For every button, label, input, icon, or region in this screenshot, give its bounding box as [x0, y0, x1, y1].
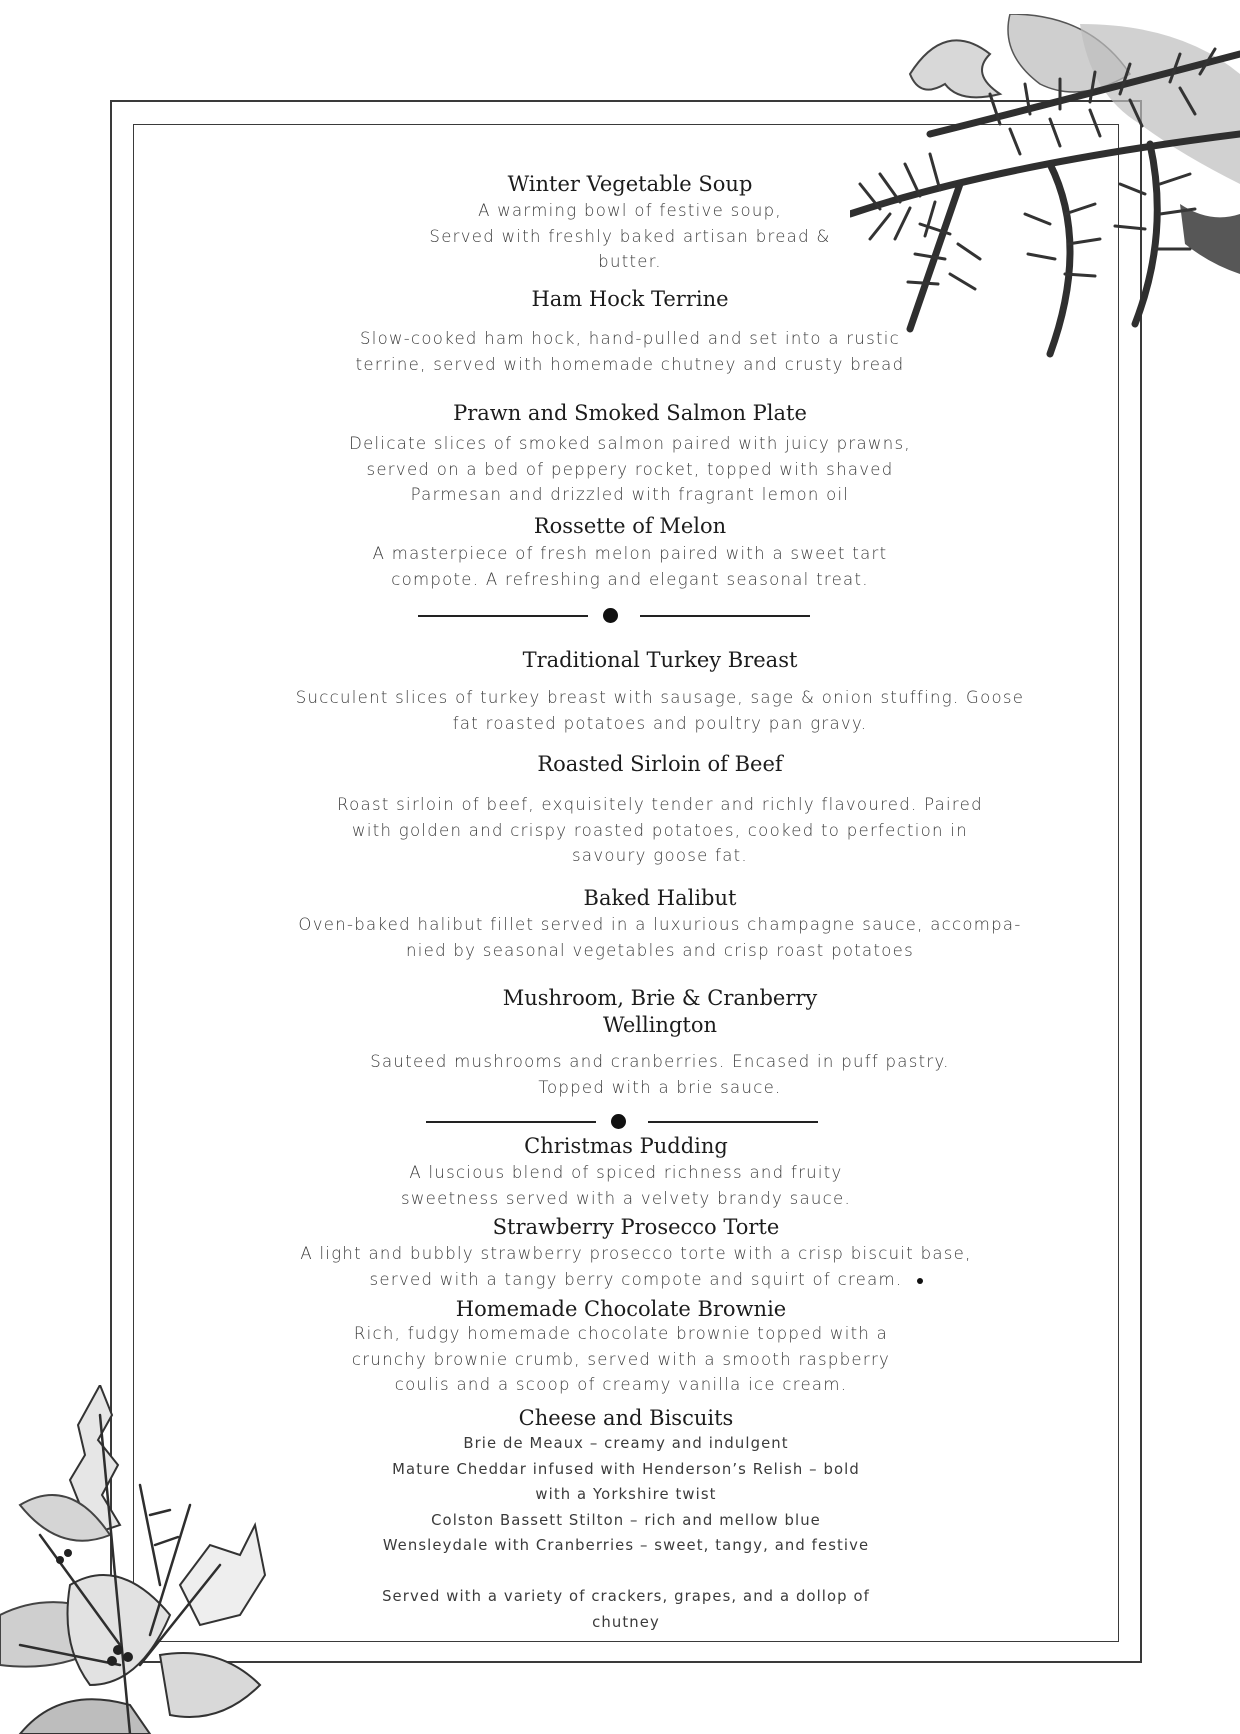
dish-description — [260, 685, 1060, 736]
desc-line: Rich, fudgy homemade chocolate brownie topped with a — [353, 1324, 889, 1343]
desc-line: Served with freshly baked artisan bread & — [429, 226, 831, 246]
desc-line: A warming bowl of festive soup, — [478, 201, 782, 220]
spacer-line — [326, 1559, 926, 1585]
dish-description — [260, 1049, 1060, 1100]
dish-description — [330, 431, 930, 508]
dish-description — [330, 198, 930, 275]
desc-line: A light and bubbly strawberry prosecco torte with a crisp biscuit base, — [300, 1244, 972, 1263]
desc-line: savoury goose fat. — [572, 846, 748, 865]
dish-description — [236, 1241, 1036, 1292]
dish-title: Rossette of Melon — [533, 514, 727, 538]
menu-item-roasted-sirloin-of-beef — [260, 751, 1060, 869]
desc-line: crunchy brownie crumb, served with a smooth raspberry — [351, 1349, 891, 1369]
desc-line: Delicate slices of smoked salmon paired with juicy prawns, — [349, 434, 911, 453]
cheese-line: chutney — [592, 1613, 660, 1631]
dish-title-line: Mushroom, Brie & Cranberry — [502, 986, 818, 1010]
desc-line: served with a tangy berry compote and squirt of cream. — [369, 1269, 903, 1289]
menu-item-winter-vegetable-soup — [330, 171, 930, 275]
menu-item-christmas-pudding — [326, 1133, 926, 1211]
cheese-line: Brie de Meaux – creamy and indulgent — [463, 1435, 789, 1452]
desc-line: terrine, served with homemade chutney and crusty bread — [355, 354, 905, 374]
menu-item-strawberry-prosecco-torte — [236, 1214, 1036, 1292]
cheese-line: with a Yorkshire twist — [535, 1486, 717, 1503]
menu-item-prawn-smoked-salmon — [330, 400, 930, 508]
dish-title: Cheese and Biscuits — [518, 1406, 734, 1430]
holly-poinsettia-illustration — [0, 1385, 290, 1734]
desc-line: butter. — [598, 252, 662, 271]
dish-description — [326, 1160, 926, 1211]
dish-title: Strawberry Prosecco Torte — [492, 1215, 780, 1239]
dish-title: Homemade Chocolate Brownie — [455, 1297, 787, 1321]
bullet-dot — [917, 1278, 923, 1284]
cheese-line: Served with a variety of crackers, grapes, and a dollop of — [382, 1588, 870, 1605]
desc-line: served on a bed of peppery rocket, topped with shaved — [366, 459, 894, 479]
menu-item-chocolate-brownie — [321, 1297, 921, 1398]
section-divider — [418, 608, 820, 624]
cheese-line: Wensleydale with Cranberries – sweet, tangy, and festive — [382, 1537, 870, 1554]
menu-item-baked-halibut — [260, 885, 1060, 963]
desc-line: Topped with a brie sauce. — [538, 1077, 782, 1097]
divider-dot — [603, 608, 618, 623]
desc-line: with golden and crispy roasted potatoes, cooked to perfection in — [352, 820, 968, 840]
dish-title: Roasted Sirloin of Beef — [537, 752, 783, 776]
dish-description — [321, 1321, 921, 1398]
dish-title: Ham Hock Terrine — [531, 287, 729, 311]
desc-line: Slow-cooked ham hock, hand-pulled and set into a rustic — [359, 329, 901, 348]
dish-description — [330, 541, 930, 592]
desc-line: coulis and a scoop of creamy vanilla ice cream. — [394, 1375, 848, 1394]
desc-line: Sauteed mushrooms and cranberries. Encased in puff pastry. — [370, 1052, 950, 1071]
desc-line: A luscious blend of spiced richness and fruity — [409, 1163, 843, 1182]
section-divider — [426, 1114, 828, 1130]
divider-dot — [611, 1114, 626, 1129]
menu-item-mushroom-brie-wellington — [260, 985, 1060, 1100]
menu-item-traditional-turkey-breast — [260, 647, 1060, 736]
divider-line — [648, 1121, 818, 1123]
menu-item-rossette-of-melon — [330, 513, 930, 592]
divider-line — [640, 615, 810, 617]
desc-line: fat roasted potatoes and poultry pan gravy. — [452, 713, 868, 733]
dish-title: Christmas Pudding — [524, 1134, 728, 1158]
divider-line — [418, 615, 588, 617]
desc-line: Roast sirloin of beef, exquisitely tender and richly flavoured. Paired — [337, 795, 983, 814]
dish-title: Baked Halibut — [583, 886, 737, 910]
desc-line: Succulent slices of turkey breast with sausage, sage & onion stuffing. Goose — [295, 688, 1025, 707]
desc-line: nied by seasonal vegetables and crisp roast potatoes — [406, 940, 914, 960]
cheese-line: Colston Bassett Stilton – rich and mellow blue — [431, 1511, 821, 1529]
desc-line: compote. A refreshing and elegant seasonal treat. — [391, 569, 869, 589]
dish-description — [330, 326, 930, 377]
dish-title-line: Wellington — [602, 1013, 718, 1037]
dish-title: Winter Vegetable Soup — [507, 172, 753, 196]
desc-line: A masterpiece of fresh melon paired with a sweet tart — [372, 544, 888, 563]
desc-line: Oven-baked halibut fillet served in a luxurious champagne sauce, accompa- — [298, 915, 1022, 934]
menu-item-cheese-and-biscuits — [326, 1405, 926, 1635]
desc-line: Parmesan and drizzled with fragrant lemon oil — [410, 485, 850, 504]
desc-line: sweetness served with a velvety brandy sauce. — [400, 1188, 852, 1208]
dish-description — [260, 792, 1060, 869]
menu-item-ham-hock-terrine — [330, 286, 930, 377]
dish-description — [260, 912, 1060, 963]
cheese-line: Mature Cheddar infused with Henderson’s Relish – bold — [392, 1460, 860, 1478]
divider-line — [426, 1121, 596, 1123]
dish-title: Prawn and Smoked Salmon Plate — [453, 401, 807, 425]
dish-title: Traditional Turkey Breast — [522, 648, 798, 672]
cheese-list — [326, 1431, 926, 1635]
